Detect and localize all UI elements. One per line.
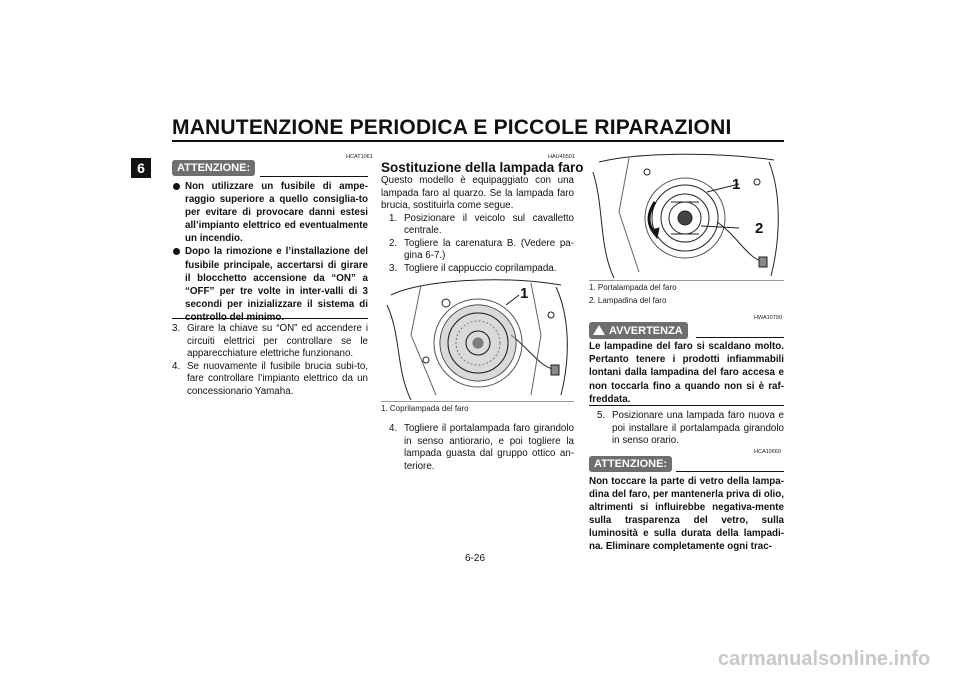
step-5 (597, 410, 784, 448)
figure-caption-right-1: 1. Portalampada del faro (589, 283, 677, 292)
step-item (597, 410, 784, 448)
figure-caption: 1. Coprilampada del faro (381, 404, 469, 413)
caution-code-right: HCA10660 (754, 449, 781, 455)
caution-rule-bottom (172, 318, 368, 319)
intro-paragraph: Questo modello è equipaggiato con una lampada faro al quarzo. Se la lampada faro brucia, sostituirla come segue. (381, 175, 574, 211)
step-item (389, 263, 574, 276)
step-4 (389, 423, 574, 473)
section-code: HAU45501 (548, 154, 575, 160)
headlight-bulb-illustration (589, 152, 784, 280)
step-number: 4. (389, 423, 398, 434)
step-number: 4. (172, 360, 181, 372)
caution-bullet-list (172, 180, 368, 324)
warning-code: HWA10790 (754, 315, 782, 321)
figure-callout-1-right: 1 (732, 176, 741, 193)
step-number: 1. (389, 212, 398, 224)
caution-bullet-text: Non utilizzare un fusibile di ampe-raggio superiore a quello consiglia-to per evitare di provocare danni estesi all’impianto elettrico ed eventualmente un incendio. (185, 181, 368, 245)
caution-bullet-2 (172, 245, 368, 324)
step-text: Togliere il portalampada faro girandolo in senso antiorario, e poi togliere la lampada guasta dal gruppo ottico an-teriore. (404, 423, 574, 472)
step-item (172, 323, 368, 361)
caution-rule-right (676, 471, 784, 472)
caution-rule-top (260, 176, 368, 177)
caution-text-right: Non toccare la parte di vetro della lampa-dina del faro, per mantenerla priva di olio, altrimenti si influirebbe negativa-mente sulla trasparenza del vetro, sulla luminosità e sulla durata della lampadi-na. Eliminare completamente ogni trac- (589, 476, 784, 553)
step-number: 5. (597, 410, 606, 421)
watermark: carmanualsonline.info (718, 648, 931, 670)
step-text: Togliere la carenatura B. (Vedere pa-gina 6-7.) (404, 237, 574, 261)
caution-code: HCAT1061 (346, 154, 373, 160)
figure-callout-2-right: 2 (755, 220, 764, 237)
caution-badge-right: ATTENZIONE: (589, 456, 672, 472)
middle-text (381, 175, 574, 275)
figure-rule (381, 401, 574, 402)
section-title: Sostituzione della lampada faro (381, 160, 584, 175)
warning-rule-bottom (589, 405, 784, 406)
step-item (389, 423, 574, 473)
warning-label: AVVERTENZA (609, 325, 683, 337)
page-number: 6-26 (465, 553, 486, 564)
step-item (389, 238, 574, 263)
bullet-icon (173, 183, 180, 190)
figure-caption-right-2: 2. Lampadina del faro (589, 296, 667, 305)
caution-bullet-1 (172, 180, 368, 245)
warning-text: Le lampadine del faro si scaldano molto. Pertanto tenere i prodotti infiammabili lontani dalla lampadina del faro accesa e non toccarla fino a quando non si è raf-freddata. (589, 341, 784, 405)
step-text: Se nuovamente il fusibile brucia subi-to, fare controllare l’impianto elettrico da un concessionario Yamaha. (187, 360, 368, 397)
headlight-cover-illustration (381, 275, 577, 402)
step-item (172, 361, 368, 399)
title-rule (172, 140, 784, 142)
warning-triangle-icon (593, 325, 605, 335)
bullet-icon (173, 248, 180, 255)
step-text: Togliere il cappuccio coprilampada. (404, 262, 557, 274)
figure-rule-right (589, 280, 784, 281)
step-text: Girare la chiave su “ON” ed accendere i circuiti elettrici per controllare se le apparecchiature elettriche funzionano. (187, 323, 368, 359)
page-title: MANUTENZIONE PERIODICA E PICCOLE RIPARAZIONI (172, 116, 732, 139)
warning-rule-top (696, 337, 784, 338)
step-number: 2. (389, 237, 398, 249)
step-text: Posizionare il veicolo sul cavalletto centrale. (404, 212, 574, 236)
step-number: 3. (172, 323, 181, 334)
warning-badge (589, 322, 688, 339)
caution-bullet-text: Dopo la rimozione e l’installazione del fusibile principale, accertarsi di girare il blocchetto accensione da “ON” a “OFF” per tre volte in inter-valli di 3 secondi per inizializzare il sistema di (185, 246, 368, 310)
step-text: Posizionare una lampada faro nuova e poi installare il portalampada girandolo in senso orario. (612, 410, 784, 446)
figure-callout-1: 1 (520, 285, 529, 302)
caution-block (172, 180, 368, 324)
step-number: 3. (389, 262, 398, 274)
chapter-tab: 6 (131, 158, 151, 178)
step-item (389, 213, 574, 238)
left-steps (172, 323, 368, 398)
caution-badge: ATTENZIONE: (172, 160, 255, 176)
